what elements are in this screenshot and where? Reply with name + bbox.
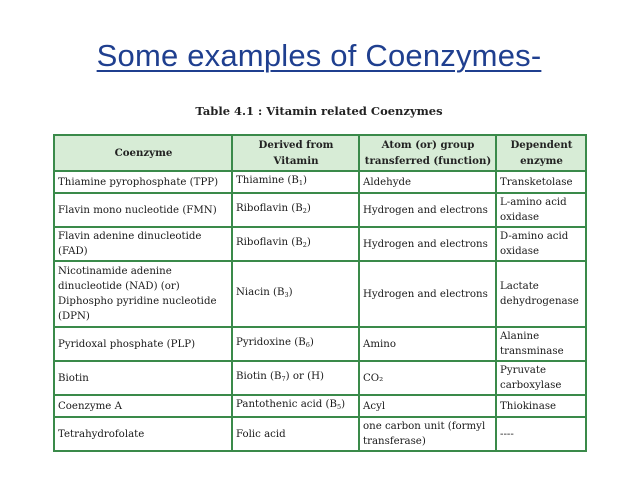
table-header-row	[54, 135, 586, 171]
cell-enzyme-line: carboxylase	[500, 380, 562, 391]
vitamin-subscript: 2	[302, 241, 307, 249]
cell-vitamin	[232, 227, 359, 261]
vitamin-subscript: 7	[281, 375, 286, 383]
vitamin-subscript: 6	[305, 341, 310, 349]
cell-enzyme	[496, 395, 586, 417]
cell-coenzyme	[54, 193, 232, 227]
cell-enzyme-line: oxidase	[500, 246, 539, 257]
vitamin-tail: )	[306, 203, 311, 214]
cell-enzyme-line: transminase	[500, 346, 564, 357]
cell-function-line: Hydrogen and electrons	[363, 288, 488, 300]
table-row	[54, 395, 586, 417]
cell-function-line: Acyl	[363, 400, 386, 412]
cell-coenzyme-line: (DPN)	[58, 311, 90, 322]
header-line: transferred (function)	[364, 155, 492, 167]
cell-vitamin	[232, 171, 359, 193]
cell-enzyme	[496, 361, 586, 395]
cell-coenzyme	[54, 261, 232, 327]
vitamin-tail: )	[288, 287, 293, 298]
cell-function-line: CO₂	[363, 372, 384, 384]
vitamin-name: Thiamine (B	[236, 175, 299, 186]
table-row	[54, 261, 586, 327]
cell-function	[359, 171, 496, 193]
cell-coenzyme	[54, 227, 232, 261]
cell-function	[359, 417, 496, 451]
cell-enzyme	[496, 327, 586, 361]
vitamin-subscript: 2	[302, 207, 307, 215]
vitamin-name: Pyridoxine (B	[236, 337, 306, 348]
table-body	[54, 171, 586, 451]
cell-enzyme-line: Thiokinase	[500, 400, 557, 412]
vitamin-name: Biotin (B	[236, 371, 282, 382]
cell-function-line: Aldehyde	[363, 176, 412, 188]
header-derived-from-vitamin	[232, 135, 359, 171]
cell-coenzyme-line: Biotin	[58, 372, 89, 384]
cell-function-line: Amino	[363, 338, 396, 350]
cell-coenzyme-line: Thiamine pyrophosphate (TPP)	[58, 176, 219, 188]
cell-vitamin	[232, 261, 359, 327]
table-header	[54, 135, 586, 171]
vitamin-name: Folic acid	[236, 428, 286, 440]
cell-vitamin	[232, 361, 359, 395]
cell-enzyme-line: dehydrogenase	[500, 296, 579, 307]
vitamin-tail: )	[303, 175, 308, 186]
table-row	[54, 193, 586, 227]
cell-enzyme	[496, 261, 586, 327]
slide-title: Some examples of Coenzymes-	[96, 38, 542, 73]
cell-function-line: Hydrogen and electrons	[363, 204, 488, 216]
cell-coenzyme	[54, 361, 232, 395]
header-coenzyme	[54, 135, 232, 171]
cell-function	[359, 261, 496, 327]
cell-enzyme-line: Pyruvate	[500, 365, 546, 376]
table-row	[54, 417, 586, 451]
cell-enzyme-line: ----	[500, 428, 514, 440]
header-line: Coenzyme	[114, 147, 173, 159]
table-row	[54, 227, 586, 261]
cell-coenzyme-line: (FAD)	[58, 246, 88, 257]
cell-coenzyme-line: Coenzyme A	[58, 400, 122, 412]
cell-function-line: transferase)	[363, 436, 426, 447]
cell-enzyme-line: Transketolase	[500, 176, 573, 188]
table-row	[54, 361, 586, 395]
cell-coenzyme-line: Flavin adenine dinucleotide	[58, 231, 202, 242]
vitamin-name: Pantothenic acid (B	[236, 399, 337, 410]
vitamin-subscript: 3	[284, 291, 289, 299]
vitamin-subscript: 5	[336, 403, 342, 411]
cell-coenzyme-line: dinucleotide (NAD) (or)	[58, 281, 180, 292]
vitamin-tail: )	[309, 337, 314, 348]
cell-function-line: Hydrogen and electrons	[363, 238, 488, 250]
table-row	[54, 171, 586, 193]
cell-function	[359, 227, 496, 261]
table-caption: Table 4.1 : Vitamin related Coenzymes	[195, 104, 443, 118]
vitamin-tail: )	[341, 399, 346, 410]
coenzyme-table	[53, 134, 587, 452]
cell-enzyme-line: Lactate	[500, 281, 539, 292]
vitamin-subscript: 1	[298, 179, 304, 187]
cell-enzyme	[496, 227, 586, 261]
cell-coenzyme-line: Flavin mono nucleotide (FMN)	[58, 204, 217, 216]
cell-function	[359, 327, 496, 361]
header-line: Vitamin	[273, 155, 319, 167]
cell-enzyme-line: D-amino acid	[500, 231, 569, 242]
cell-vitamin	[232, 417, 359, 451]
header-line: Dependent	[510, 139, 573, 151]
table-row	[54, 327, 586, 361]
vitamin-tail: ) or (H)	[285, 371, 324, 382]
header-line: Atom (or) group	[381, 139, 475, 151]
cell-coenzyme-line: Tetrahydrofolate	[58, 428, 145, 440]
cell-vitamin	[232, 327, 359, 361]
cell-coenzyme	[54, 171, 232, 193]
cell-enzyme-line: L-amino acid	[500, 197, 567, 208]
vitamin-name: Riboflavin (B	[236, 237, 303, 248]
cell-vitamin	[232, 395, 359, 417]
cell-coenzyme	[54, 327, 232, 361]
cell-coenzyme	[54, 395, 232, 417]
cell-coenzyme-line: Nicotinamide adenine	[58, 266, 172, 277]
cell-function	[359, 361, 496, 395]
header-function	[359, 135, 496, 171]
header-dependent-enzyme	[496, 135, 586, 171]
cell-enzyme	[496, 417, 586, 451]
cell-function	[359, 395, 496, 417]
cell-coenzyme	[54, 417, 232, 451]
cell-coenzyme-line: Pyridoxal phosphate (PLP)	[58, 338, 196, 350]
cell-function	[359, 193, 496, 227]
cell-vitamin	[232, 193, 359, 227]
cell-enzyme-line: oxidase	[500, 212, 539, 223]
vitamin-name: Niacin (B	[236, 287, 285, 298]
cell-enzyme	[496, 171, 586, 193]
header-line: Derived from	[258, 139, 334, 151]
cell-function-line: one carbon unit (formyl	[363, 421, 486, 432]
vitamin-tail: )	[306, 237, 311, 248]
cell-enzyme	[496, 193, 586, 227]
cell-coenzyme-line: Diphospho pyridine nucleotide	[58, 296, 217, 307]
header-line: enzyme	[520, 155, 563, 167]
cell-enzyme-line: Alanine	[500, 331, 540, 342]
vitamin-name: Riboflavin (B	[236, 203, 303, 214]
